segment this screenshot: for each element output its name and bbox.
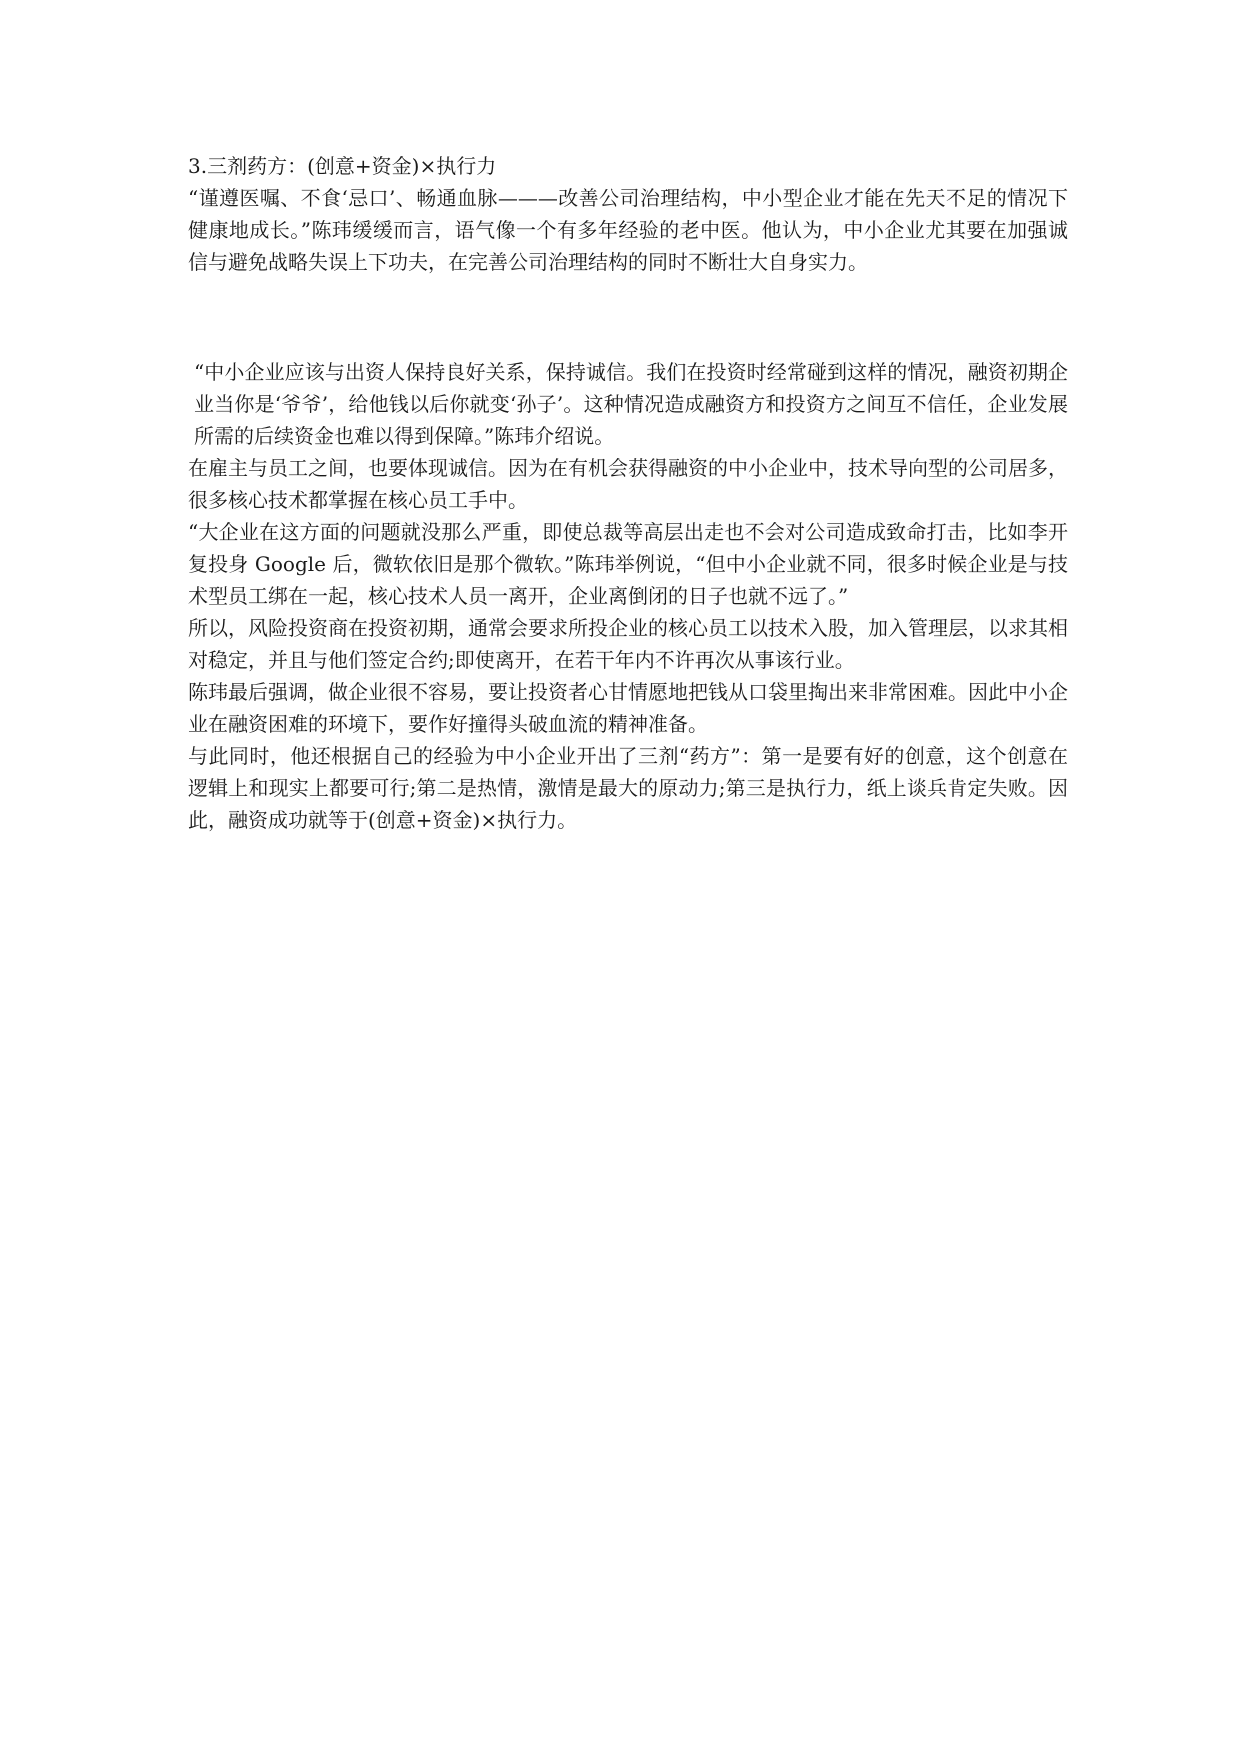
- paragraph: 陈玮最后强调，做企业很不容易，要让投资者心甘情愿地把钱从口袋里掏出来非常困难。因此中小企业在融资困难的环境下，要作好撞得头破血流的精神准备。: [188, 680, 1068, 736]
- main-block: [188, 356, 1068, 836]
- section-heading: 3.三剂药方：(创意+资金)×执行力: [188, 154, 497, 178]
- paragraph: “中小企业应该与出资人保持良好关系，保持诚信。我们在投资时经常碰到这样的情况，融资初期企业当你是‘爷爷’，给他钱以后你就变‘孙子’。这种情况造成融资方和投资方之间互不信任，企业发展所需的后续资金也难以得到保障。”陈玮介绍说。: [194, 360, 1068, 448]
- paragraph: “谨遵医嘱、不食‘忌口’、畅通血脉———改善公司治理结构，中小型企业才能在先天不足的情况下健康地成长。”陈玮缓缓而言，语气像一个有多年经验的老中医。他认为，中小企业尤其要在加强诚信与避免战略失误上下功夫，在完善公司治理结构的同时不断壮大自身实力。: [188, 186, 1068, 274]
- paragraph: 所以，风险投资商在投资初期，通常会要求所投企业的核心员工以技术入股，加入管理层，以求其相对稳定，并且与他们签定合约;即使离开，在若干年内不许再次从事该行业。: [188, 616, 1068, 672]
- intro-block: [188, 182, 1068, 278]
- paragraph: “大企业在这方面的问题就没那么严重，即使总裁等高层出走也不会对公司造成致命打击，比如李开复投身 Google 后，微软依旧是那个微软。”陈玮举例说，“但中小企业就不同，很多时候企业是与技术型员工绑在一起，核心技术人员一离开，企业离倒闭的日子也就不远了。”: [188, 520, 1068, 608]
- document-body: [188, 150, 1068, 836]
- paragraph: 与此同时，他还根据自己的经验为中小企业开出了三剂“药方”：第一是要有好的创意，这个创意在逻辑上和现实上都要可行;第二是热情，激情是最大的原动力;第三是执行力，纸上谈兵肯定失败。因此，融资成功就等于(创意+资金)×执行力。: [188, 744, 1068, 832]
- paragraph: 在雇主与员工之间，也要体现诚信。因为在有机会获得融资的中小企业中，技术导向型的公司居多，很多核心技术都掌握在核心员工手中。: [188, 456, 1068, 512]
